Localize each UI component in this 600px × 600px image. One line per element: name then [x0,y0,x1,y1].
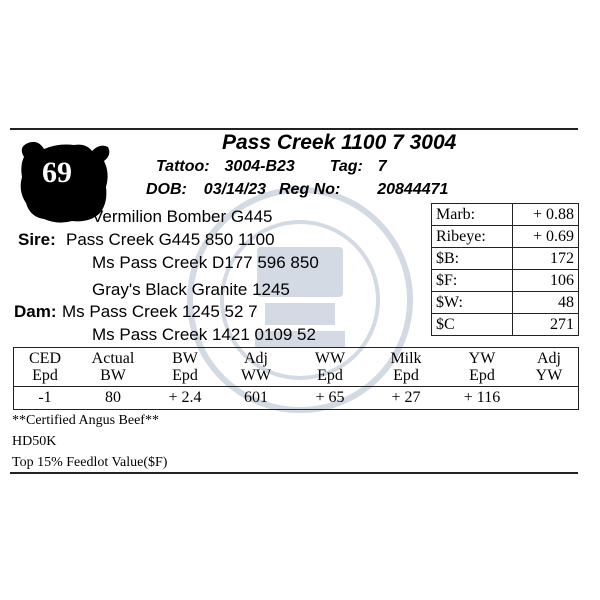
table-row [432,204,579,226]
epd-header: YW Epd [444,348,520,387]
dob-reg-line [146,181,448,199]
epd-header-row [14,348,579,387]
table-row [432,314,579,336]
index-value: 48 [513,292,579,314]
epd-header: WW Epd [292,348,368,387]
epd-value: + 27 [368,387,444,410]
index-label: $C [432,314,513,336]
dob-label: DOB: [146,181,187,198]
index-label: Ribeye: [432,226,513,248]
dam-sire: Gray's Black Granite 1245 [92,280,290,299]
epd-value: 80 [76,387,150,410]
index-label: $W: [432,292,513,314]
epd-value: + 65 [292,387,368,410]
sire-dam: Ms Pass Creek D177 596 850 [92,253,319,272]
value-index-table [431,203,579,336]
dam-dam: Ms Pass Creek 1421 0109 52 [92,325,316,344]
dam-label: Dam: [14,302,57,321]
epd-header: Adj WW [220,348,292,387]
sire-sire: Vermilion Bomber G445 [92,207,273,226]
sire-name: Pass Creek G445 850 1100 [66,230,275,249]
epd-value-row [14,387,579,410]
epd-header: Milk Epd [368,348,444,387]
epd-header: BW Epd [150,348,220,387]
tag-label: Tag: [329,158,363,175]
note-line: **Certified Angus Beef** [12,413,159,428]
index-value: 271 [513,314,579,336]
epd-value: 601 [220,387,292,410]
dam-name: Ms Pass Creek 1245 52 7 [62,302,258,321]
note-line: HD50K [12,434,57,449]
lot-number: 69 [42,156,72,189]
epd-value [520,387,579,410]
epd-value: -1 [14,387,77,410]
epd-header: Actual BW [76,348,150,387]
epd-value: + 116 [444,387,520,410]
table-row [432,292,579,314]
reg-value: 20844471 [377,181,449,198]
tattoo-tag-line [156,158,387,176]
tattoo-value: 3004-B23 [224,158,295,175]
index-value: 106 [513,270,579,292]
top-divider [10,128,578,130]
index-value: + 0.69 [513,226,579,248]
epd-header: Adj YW [520,348,579,387]
sire-label: Sire: [18,230,56,249]
index-label: $B: [432,248,513,270]
table-row [432,248,579,270]
note-line: Top 15% Feedlot Value($F) [12,455,168,470]
dob-value: 03/14/23 [203,181,267,198]
epd-value: + 2.4 [150,387,220,410]
notes [12,410,167,473]
tattoo-label: Tattoo: [156,158,210,175]
epd-header: CED Epd [14,348,77,387]
index-label: $F: [432,270,513,292]
index-value: 172 [513,248,579,270]
index-label: Marb: [432,204,513,226]
epd-table [13,347,579,410]
table-row [432,226,579,248]
tag-value: 7 [377,158,387,175]
index-value: + 0.88 [513,204,579,226]
animal-name: Pass Creek 1100 7 3004 [222,131,457,154]
reg-label: Reg No: [278,181,341,198]
bottom-divider [10,472,578,474]
table-row [432,270,579,292]
